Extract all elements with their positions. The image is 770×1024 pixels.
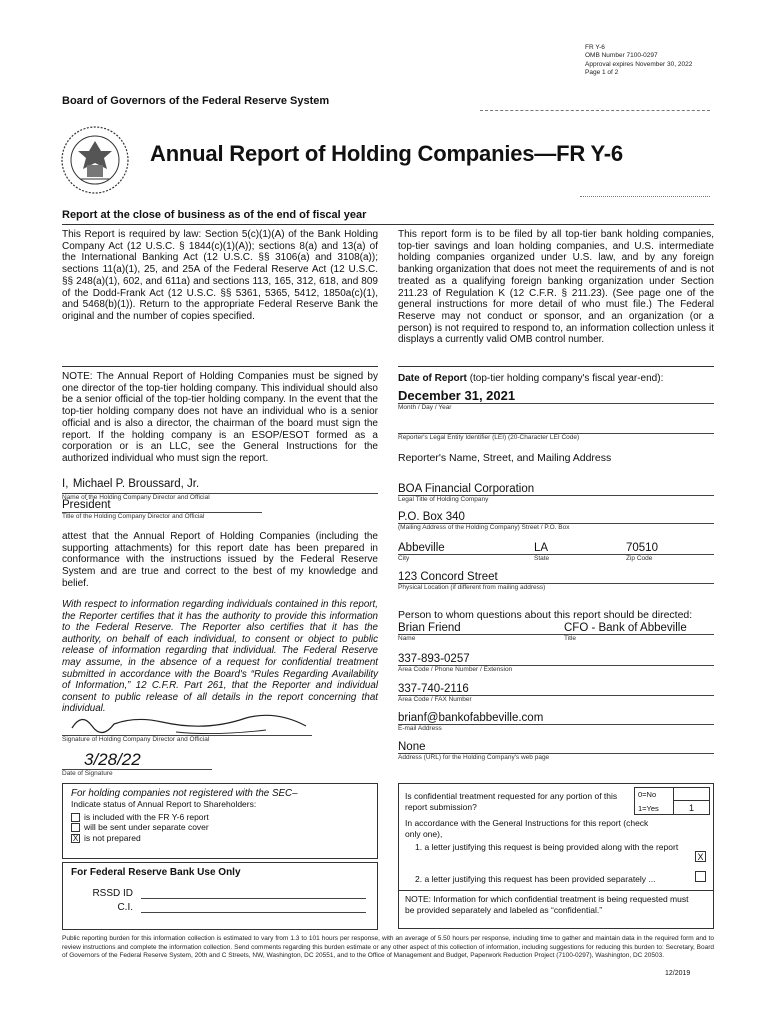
contact-phone[interactable]: 337-893-0257 (398, 653, 470, 665)
city-label: City (398, 555, 410, 562)
form-id: FR Y-6 (585, 44, 605, 51)
confidential-instructions: In accordance with the General Instructions for this report (check only one), (405, 818, 649, 839)
filing-requirement-text: This report form is to be filed by all top-tier bank holding companies, top-tier savings and loan holding companies, and U.S. intermediate holding companies organized under U.S. law, and by any foreign banking organization that does not meet the requirements of and is not treated as a qualifying foreign banking organization under Section 211.23 of Regulation K (12 C.F.R. § 211.23). (See page one of the general instructions for more detail of who must file.) The Federal Reserve may not conduct or sponsor, and an organization (or a person) is not required to respond to, an information collection unless it displays a currently valid OMB control number. (398, 229, 714, 346)
date-of-report-block (398, 388, 714, 411)
sec-heading: For holding companies not registered with the SEC– (71, 788, 298, 799)
lei-label: Reporter's Legal Entity Identifier (LEI) (20-Character LEI Code) (398, 434, 580, 441)
sec-status-box (62, 783, 378, 859)
no-option-label: 0=No (638, 790, 657, 799)
ci-row (71, 902, 369, 913)
divider (399, 890, 713, 891)
contact-fax-block (398, 683, 714, 703)
physical-location-label: Physical Location (if different from mailing address) (398, 584, 546, 591)
legal-authority-text: This Report is required by law: Section 5(c)(1)(A) of the Bank Holding Company Act (12 U.S.C. § 1844(c)(1)(A)); sections 8(a) and 13(a) of the International Banking Act (12 U.S.C. §§ 3106(a) and 3108(a)); sections 11(a)(1), 25, and 25A of the Federal Reserve Act (12 U.S.C. §§ 248(a)(1), 602, and 611a) and sections 113, 165, 312, 618, and 809 of the Dodd-Frank Act (12 U.S.C. §§ 5361, 5365, 5412, 1850a(c)(1), and 5468(b)(1)). Return to the appropriate Federal Reserve Bank the original and the number of copies specified. (62, 229, 378, 322)
reporter-name[interactable]: BOA Financial Corporation (398, 483, 535, 495)
page-number: Page 1 of 2 (585, 68, 619, 76)
confidential-item-2: 2. a letter justifying this request has been provided separately ... (415, 874, 656, 884)
state-label: State (534, 555, 550, 562)
contact-phone-block (398, 653, 714, 673)
reporter-city-row (398, 542, 714, 562)
signer-title[interactable]: President (62, 499, 111, 511)
contact-fax[interactable]: 337-740-2116 (398, 683, 469, 695)
date-of-report-heading (398, 373, 714, 384)
contact-heading: Person to whom questions about this report should be directed: (398, 609, 693, 621)
release-consent-text: With respect to information regarding individuals contained in this report, the Reporter certifies that it has the authority to provide this information to the Federal Reserve. The Reporter also certifies that it has the authority, on behalf of each individual, to consent or object to public release of information regarding that individual. The Federal Reserve may assume, in the absence of a request for confidential treatment submitted in accordance with the Board's “Rules Regarding Availability of Information,” 12 C.F.R. Part 261, that the Reporter and individual consent to public release of all details in the report concerning that individual. (62, 599, 378, 715)
federal-reserve-seal-icon (60, 125, 130, 195)
contact-name-label: Name (398, 635, 416, 642)
rssd-field[interactable] (141, 898, 366, 899)
signature-date-label: Date of Signature (62, 770, 113, 777)
contact-url[interactable]: None (398, 741, 426, 753)
contact-email-block (398, 712, 714, 732)
checkbox[interactable]: X (72, 833, 79, 843)
contact-values (398, 622, 714, 634)
sec-subheading: Indicate status of Annual Report to Shareholders: (71, 799, 257, 809)
confidential-answer-box (634, 787, 710, 815)
rssd-row (71, 888, 369, 899)
burden-statement: Public reporting burden for this information collection is estimated to vary from 1.3 to 101 hours per response, with an average of 5.50 hours per response, including time to gather and maintain data in the required form and to review instructions and complete the information collection. Send comments regarding this burden estimate or any other aspect of this collection of information, including suggestions for reducing this burden to: Secretary, Board of Governors of the Federal Reserve System, 20th and C Streets, NW, Washington, DC 20551, and to the Office of Management and Budget, Paperwork Reduction Project (7100-0297), Washington, DC 20503. (62, 935, 714, 959)
item-2-checkbox[interactable] (695, 871, 706, 882)
yes-option-label: 1=Yes (638, 804, 659, 813)
date-of-report-value[interactable]: December 31, 2021 (398, 388, 516, 403)
sec-option-label: is not prepared (84, 832, 141, 843)
approval-expiry: Approval expires November 30, 2022 (585, 60, 693, 68)
omb-number: OMB Number 7100-0297 (585, 52, 658, 60)
ci-label: C.I. (117, 902, 133, 913)
signing-note: NOTE: The Annual Report of Holding Companies must be signed by one director of the top-tier holding company. This individual should also be a senior official of the top-tier holding company. In the event that the top-tier holding company does not have an individual who is a senior official and is also a director, the chairman of the board must sign the report. If the holding company is an ESOP/ESOT formed as a corporation or is an LLC, see the General Instructions for the authorized individual who must sign the report. (62, 371, 378, 464)
contact-fax-label: Area Code / FAX Number (398, 696, 472, 703)
divider (62, 366, 378, 367)
item-1-checkbox[interactable]: X (695, 851, 706, 862)
ci-field[interactable] (141, 912, 366, 913)
reporter-name-label: Legal Title of Holding Company (398, 496, 489, 503)
contact-title-label: Title (564, 635, 577, 642)
divider (62, 224, 714, 225)
page-title: Annual Report of Holding Companies—FR Y-6 (150, 141, 623, 166)
divider (580, 196, 710, 197)
signature-date-block (62, 750, 212, 777)
sec-option-label: is included with the FR Y-6 report (84, 811, 209, 822)
city-labels (398, 555, 714, 562)
signer-name[interactable]: Michael P. Broussard, Jr. (72, 478, 200, 490)
signer-name-block (62, 474, 378, 501)
zip-label: Zip Code (626, 555, 653, 562)
physical-location-block (398, 571, 714, 591)
reporter-street-label: (Mailing Address of the Holding Company) Street / P.O. Box (398, 524, 570, 531)
signer-name-label: Name of the Holding Company Director and Official (62, 494, 210, 501)
confidential-answer[interactable]: 1 (673, 800, 710, 814)
signer-title-block (62, 499, 262, 520)
signer-title-label: Title of the Holding Company Director and Official (62, 513, 205, 520)
board-name: Board of Governors of the Federal Reserve System (62, 95, 330, 107)
reporter-street[interactable]: P.O. Box 340 (398, 511, 465, 523)
frb-heading: For Federal Reserve Bank Use Only (71, 867, 241, 878)
contact-url-block (398, 741, 714, 761)
contact-title[interactable]: CFO - Bank of Abbeville (564, 622, 687, 634)
signature-label: Signature of Holding Company Director and Official (62, 736, 210, 743)
reporter-zip[interactable]: 70510 (626, 542, 658, 554)
reporter-name-block (398, 483, 714, 503)
revision-date: 12/2019 (665, 970, 691, 977)
contact-email-label: E-mail Address (398, 725, 442, 732)
contact-name[interactable]: Brian Friend (398, 622, 461, 634)
divider (398, 366, 714, 367)
signature-block (62, 735, 312, 743)
signature-date[interactable]: 3/28/22 (84, 750, 141, 769)
contact-labels (398, 635, 714, 642)
rssd-label: RSSD ID (92, 888, 133, 899)
report-close-heading: Report at the close of business as of the end of fiscal year (62, 209, 367, 221)
date-of-report-suffix: (top-tier holding company's fiscal year-end): (469, 373, 664, 384)
confidential-box (398, 783, 714, 929)
contact-email[interactable]: brianf@bankofabbeville.com (398, 712, 544, 724)
signer-prefix: I, (62, 478, 69, 490)
sec-option[interactable] (71, 833, 369, 844)
form-meta (585, 44, 692, 77)
sec-option-label: will be sent under separate cover (84, 822, 209, 832)
city-values (398, 542, 714, 554)
date-of-report-sub: Month / Day / Year (398, 404, 452, 411)
lei-block (398, 433, 714, 441)
frb-use-box (62, 862, 378, 930)
date-of-report-label: Date of Report (398, 373, 467, 384)
contact-name-block (398, 622, 714, 642)
sec-option[interactable] (71, 812, 369, 823)
checkbox[interactable] (71, 813, 80, 822)
confidential-question: Is confidential treatment requested for any portion of this report submission? (405, 791, 618, 812)
divider (480, 110, 710, 111)
reporter-street-block (398, 511, 714, 531)
reporter-city[interactable]: Abbeville (398, 542, 445, 554)
confidential-item-1: 1. a letter justifying this request is being provided along with the report (415, 842, 679, 852)
contact-phone-label: Area Code / Phone Number / Extension (398, 666, 513, 673)
reporter-state[interactable]: LA (534, 542, 549, 554)
confidential-note: NOTE: Information for which confidential treatment is being requested must be provided separately and labeled as “confidential.” (405, 894, 689, 915)
address-heading: Reporter's Name, Street, and Mailing Address (398, 452, 612, 464)
attest-text: attest that the Annual Report of Holding Companies (including the supporting attachments) for this report date has been prepared in conformance with the instructions issued by the Federal Reserve System and are true and correct to the best of my knowledge and belief. (62, 531, 378, 589)
contact-url-label: Address (URL) for the Holding Company's web page (398, 754, 550, 761)
sec-option[interactable] (71, 822, 369, 833)
physical-location[interactable]: 123 Concord Street (398, 571, 498, 583)
checkbox[interactable] (71, 823, 80, 832)
